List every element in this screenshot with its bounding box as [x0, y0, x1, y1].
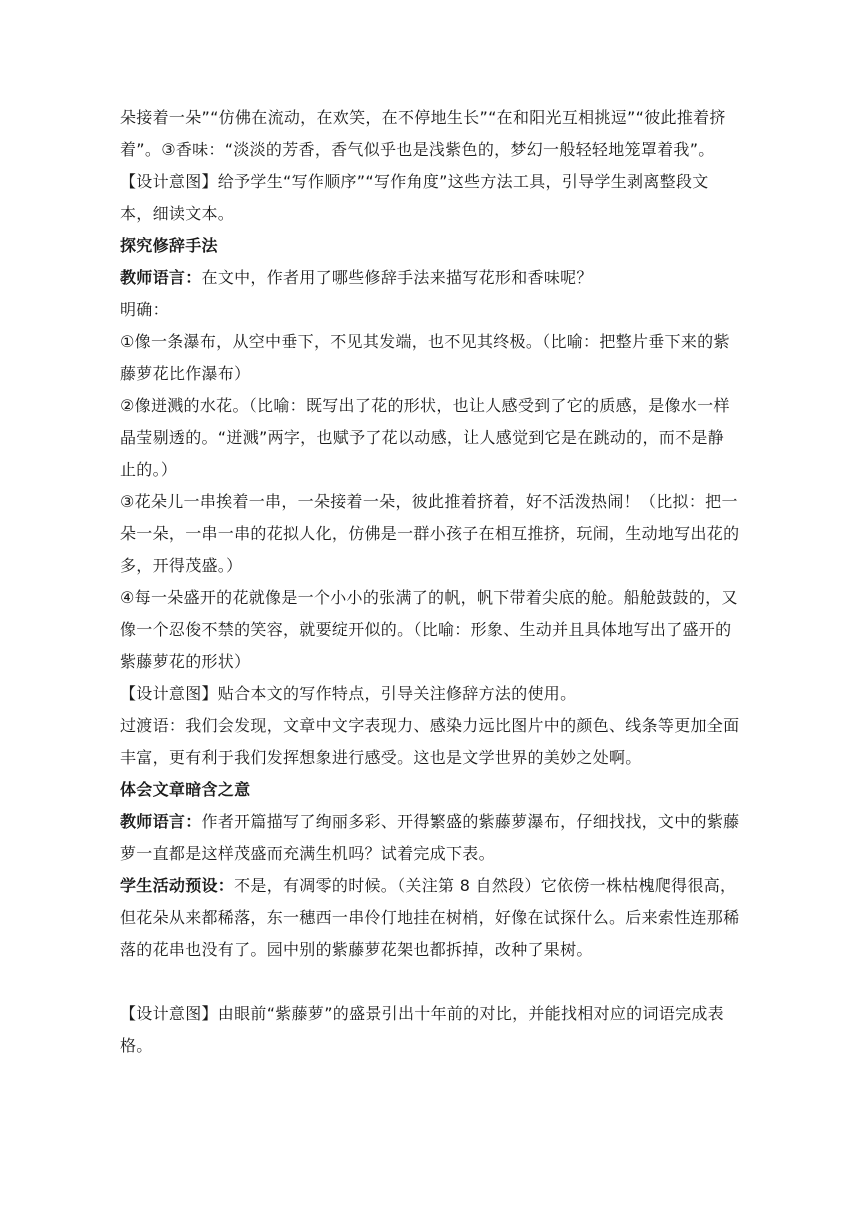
- design-intent-2: 【设计意图】贴合本文的写作特点，引导关注修辞方法的使用。: [120, 684, 577, 703]
- teacher-question-1: [120, 262, 740, 294]
- teacher-language-label: 教师语言：: [120, 268, 202, 287]
- answer-item-2: ②像迸溅的水花。（比喻：既写出了花的形状，也让人感受到了它的质感，是像水一样晶莹剔透的。“迸溅”两字，也赋予了花以动感，让人感觉到它是在跳动的，而不是静止的。）: [120, 396, 730, 479]
- design-intent-3: 【设计意图】由眼前“紫藤萝”的盛景引出十年前的对比，并能找相对应的词语完成表格。: [120, 1004, 724, 1055]
- answer-item-1: ①像一条瀑布，从空中垂下，不见其发端，也不见其终极。（比喻：把整片垂下来的紫藤萝花比作瀑布）: [120, 332, 730, 383]
- document-body: [120, 102, 740, 1062]
- section-heading-rhetoric: 探究修辞手法: [120, 236, 218, 255]
- student-activity-text: 不是，有凋零的时候。（关注第 8 自然段）它依傍一株枯槐爬得很高，但花朵从来都稀落，东一穗西一串伶仃地挂在树梢，好像在试探什么。后来索性连那稀落的花串也没有了。园中别的紫藤萝花架也都拆掉，改种了果树。: [120, 876, 740, 959]
- paragraph-flower-description: 朵接着一朵”“仿佛在流动，在欢笑，在不停地生长”“在和阳光互相挑逗”“彼此推着挤着”。③香味：“淡淡的芳香，香气似乎也是浅紫色的，梦幻一般轻轻地笼罩着我”。: [120, 108, 726, 159]
- transition-text: 过渡语：我们会发现，文章中文字表现力、感染力远比图片中的颜色、线条等更加全面丰富，更有利于我们发挥想象进行感受。这也是文学世界的美妙之处啊。: [120, 716, 740, 767]
- teacher-question-2: [120, 806, 740, 870]
- teacher-language-label: 教师语言：: [120, 812, 202, 831]
- answer-item-4: ④每一朵盛开的花就像是一个小小的张满了的帆，帆下带着尖底的舱。船舱鼓鼓的，又像一个忍俊不禁的笑容，就要绽开似的。（比喻：形象、生动并且具体地写出了盛开的紫藤萝花的形状）: [120, 588, 738, 671]
- teacher-language-text: 在文中，作者用了哪些修辞手法来描写花形和香味呢？: [201, 268, 593, 287]
- student-activity: [120, 870, 740, 966]
- section-heading-implied-meaning: 体会文章暗含之意: [120, 780, 251, 799]
- blank-line: [120, 966, 740, 998]
- student-activity-label: 学生活动预设：: [120, 876, 235, 895]
- design-intent-1: 【设计意图】给予学生“写作顺序”“写作角度”这些方法工具，引导学生剥离整段文本，细读文本。: [120, 172, 709, 223]
- answer-item-3: ③花朵儿一串挨着一串，一朵接着一朵，彼此推着挤着，好不活泼热闹！（比拟：把一朵一朵，一串一串的花拟人化，仿佛是一群小孩子在相互推挤，玩闹，生动地写出花的多，开得茂盛。）: [120, 492, 740, 575]
- answer-label: 明确：: [120, 300, 169, 319]
- teacher-language-text: 作者开篇描写了绚丽多彩、开得繁盛的紫藤萝瀑布，仔细找找，文中的紫藤萝一直都是这样茂盛而充满生机吗？试着完成下表。: [120, 812, 740, 863]
